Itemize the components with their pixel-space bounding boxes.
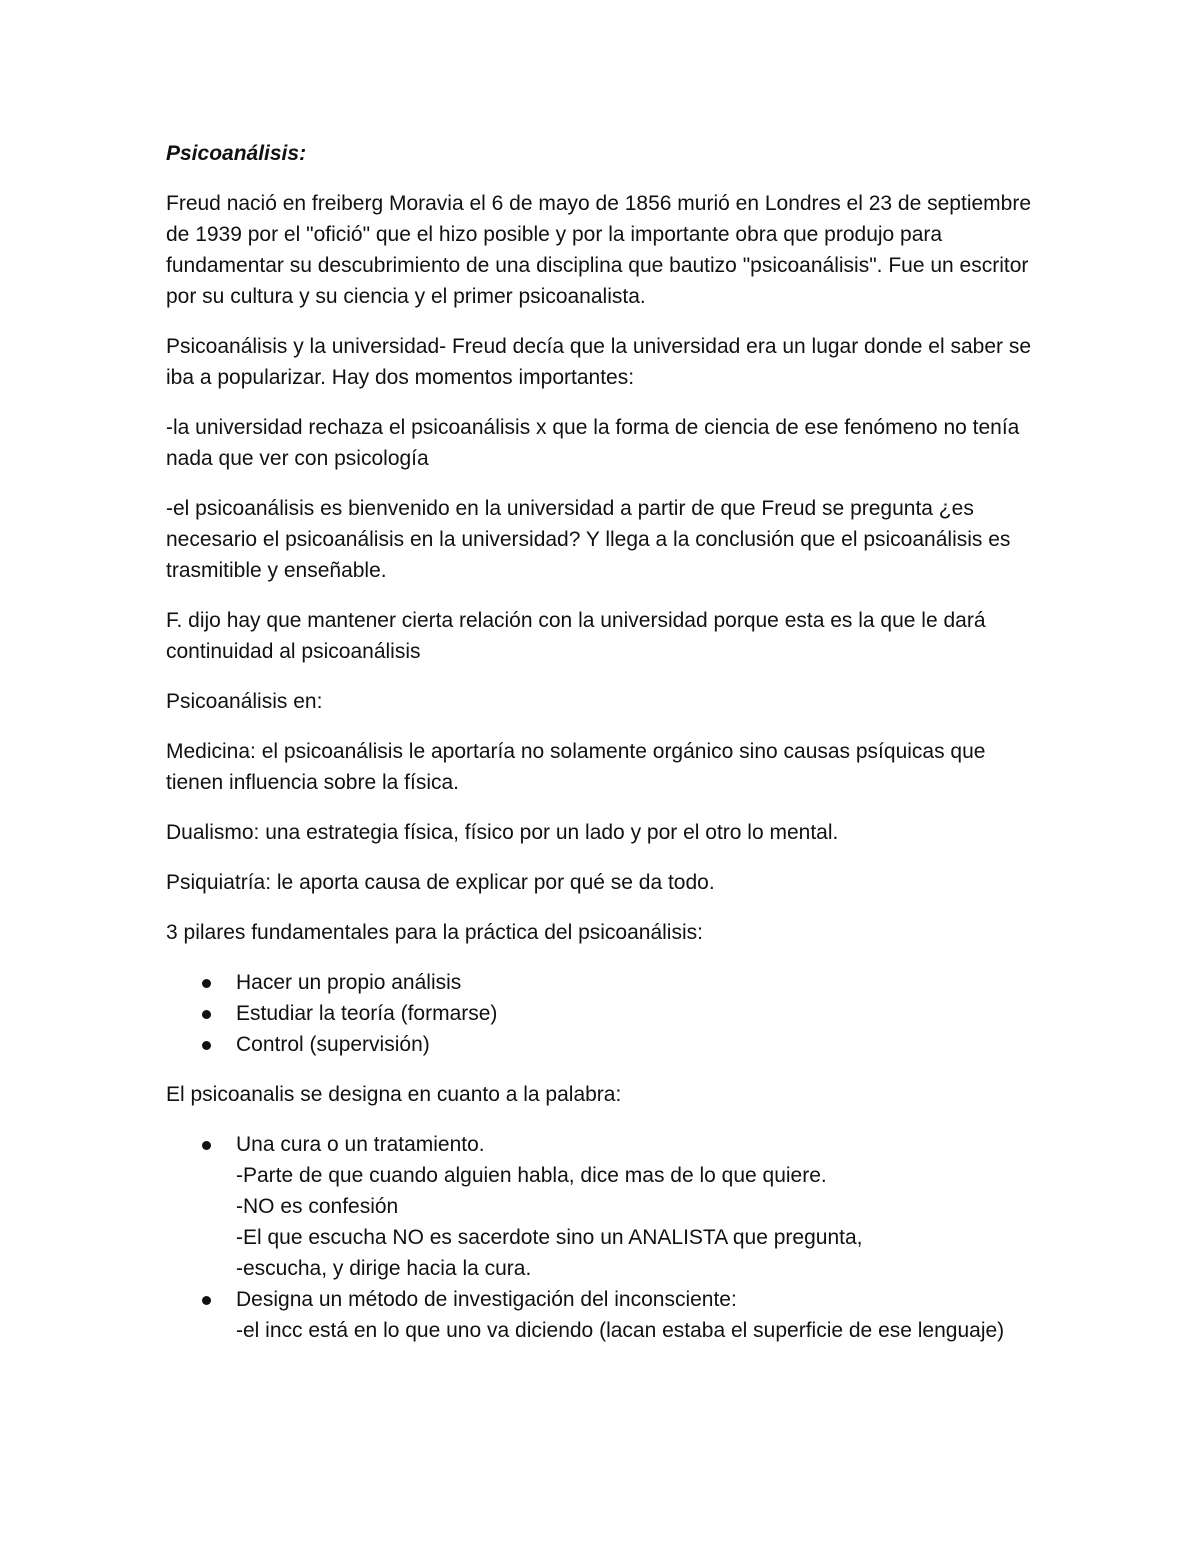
paragraph-university-rejects: -la universidad rechaza el psicoanálisis x que la forma de ciencia de ese fenómeno no tenía nada que ver con psicología	[166, 416, 1020, 470]
list-item-head: Designa un método de investigación del inconsciente:	[236, 1288, 737, 1311]
paragraph-university-welcomes: -el psicoanálisis es bienvenido en la universidad a partir de que Freud se pregunta ¿es necesario el psicoanálisis en la universidad? Y llega a la conclusión que el psicoanálisis es trasmitible y enseñable.	[166, 497, 1011, 582]
list-item-subline: -Parte de que cuando alguien habla, dice mas de lo que quiere.	[236, 1164, 827, 1187]
list-item-head: Una cura o un tratamiento.	[236, 1133, 485, 1156]
paragraph-university: Psicoanálisis y la universidad- Freud decía que la universidad era un lugar donde el saber se iba a popularizar. Hay dos momentos importantes:	[166, 335, 1032, 389]
paragraph-psychiatry: Psiquiatría: le aporta causa de explicar por qué se da todo.	[166, 871, 715, 894]
list-item	[236, 1284, 1046, 1346]
list-item	[236, 1129, 1046, 1284]
list-item-subline: -El que escucha NO es sacerdote sino un ANALISTA que pregunta,	[236, 1226, 863, 1249]
list-item-subline: -NO es confesión	[236, 1195, 399, 1218]
list-item-subline: -escucha, y dirige hacia la cura.	[236, 1257, 532, 1280]
paragraph-freud-bio: Freud nació en freiberg Moravia el 6 de mayo de 1856 murió en Londres el 23 de septiembre de 1939 por el "ofició" que el hizo posible y por la importante obra que produjo para fundamentar su descubrimiento de una disciplina que bautizo "psicoanálisis". Fue un escritor por su cultura y su ciencia y el primer psicoanalista.	[166, 192, 1032, 308]
list-item: Hacer un propio análisis	[236, 967, 1046, 998]
paragraph-dualism: Dualismo: una estrategia física, físico por un lado y por el otro lo mental.	[166, 821, 839, 844]
pillars-list	[166, 967, 1046, 1060]
document-page	[166, 138, 1046, 1365]
list-item: Control (supervisión)	[236, 1029, 1046, 1060]
document-title: Psicoanálisis:	[166, 142, 307, 165]
designations-list	[166, 1129, 1046, 1346]
list-item: Estudiar la teoría (formarse)	[236, 998, 1046, 1029]
paragraph-pillars-intro: 3 pilares fundamentales para la práctica del psicoanálisis:	[166, 921, 703, 944]
list-item-subline: -el incc está en lo que uno va diciendo (lacan estaba el superficie de ese lenguaje)	[236, 1319, 1005, 1342]
paragraph-medicine: Medicina: el psicoanálisis le aportaría no solamente orgánico sino causas psíquicas que tienen influencia sobre la física.	[166, 740, 986, 794]
paragraph-designation-intro: El psicoanalis se designa en cuanto a la palabra:	[166, 1083, 622, 1106]
paragraph-psychoanalysis-in: Psicoanálisis en:	[166, 690, 323, 713]
paragraph-relation: F. dijo hay que mantener cierta relación con la universidad porque esta es la que le dará continuidad al psicoanálisis	[166, 609, 986, 663]
